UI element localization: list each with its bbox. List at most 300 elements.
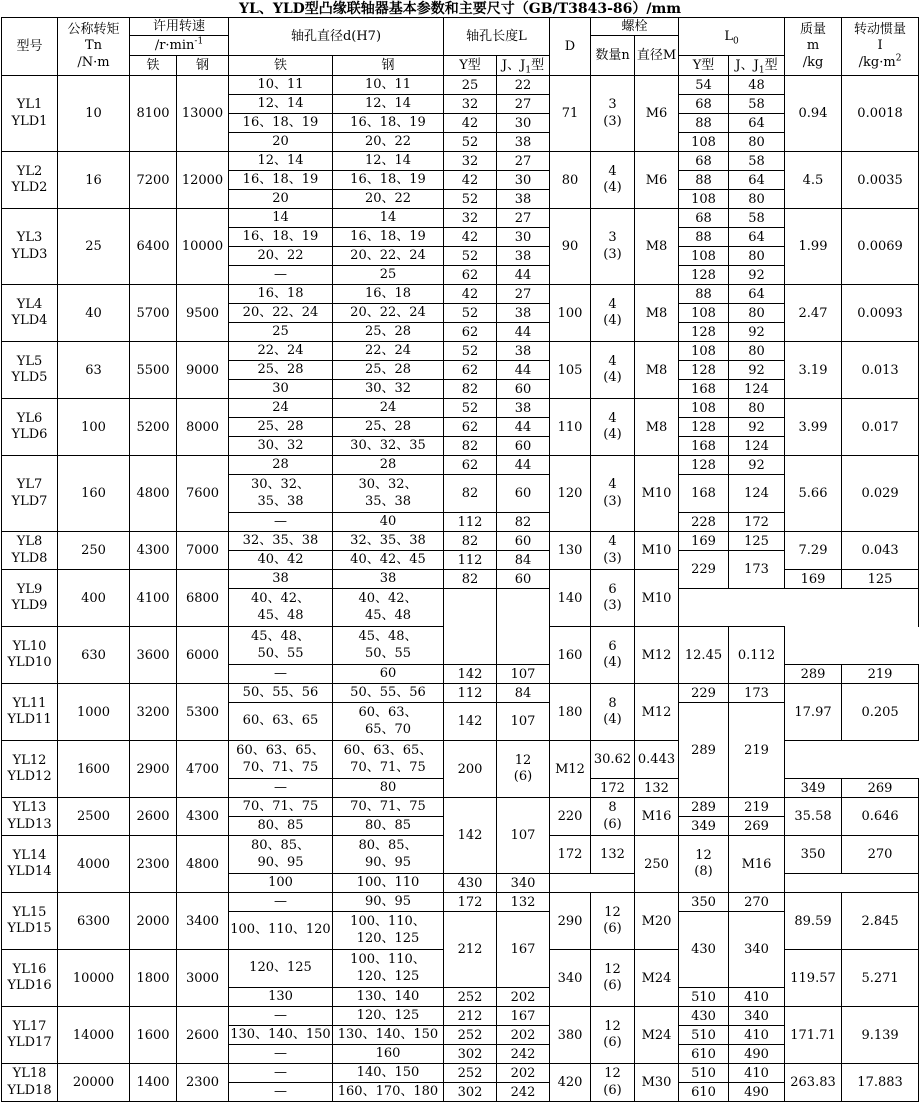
cell-speed-steel: 4800 bbox=[177, 836, 229, 893]
cell-bolt-diameter: M6 bbox=[635, 76, 679, 152]
cell-bolt-count bbox=[591, 627, 635, 684]
cell-speed-iron: 4100 bbox=[130, 570, 177, 627]
cell-bore-steel bbox=[333, 513, 444, 532]
cell-model-line: YL4 bbox=[16, 296, 43, 312]
cell-length-y: 82 bbox=[444, 570, 497, 589]
cell-l0-j: 125 bbox=[729, 532, 785, 551]
cell-length-j: 107 bbox=[497, 798, 550, 874]
cell-l0-j: 219 bbox=[842, 665, 919, 684]
cell-bore-steel bbox=[333, 589, 444, 627]
cell-bolt-count-line: 8 bbox=[608, 695, 617, 711]
cell-bore-iron bbox=[229, 342, 333, 361]
cell-l0-j: 92 bbox=[729, 266, 785, 285]
cell-bore-steel bbox=[333, 437, 444, 456]
cell-speed-iron: 2000 bbox=[130, 893, 177, 950]
cell-bore-steel-line: 65、70 bbox=[364, 721, 412, 737]
cell-speed-iron: 6400 bbox=[130, 209, 177, 285]
cell-inertia: 0.646 bbox=[842, 798, 919, 836]
cell-bore-steel-line: 100、110、 bbox=[350, 952, 426, 968]
cell-l0-y: 128 bbox=[679, 266, 729, 285]
cell-bore-steel-line: 60 bbox=[379, 665, 397, 681]
cell-bolt-count bbox=[591, 285, 635, 342]
cell-bore-steel-line: 80、85、 bbox=[358, 838, 418, 854]
cell-d: 140 bbox=[550, 570, 591, 627]
cell-length-y: 142 bbox=[444, 665, 497, 684]
cell-model-line: YL7 bbox=[16, 477, 43, 493]
cell-torque: 1000 bbox=[58, 684, 130, 741]
cell-l0-y: 229 bbox=[679, 684, 729, 703]
header-bore-length: 轴孔长度L bbox=[444, 18, 550, 56]
cell-l0-y: 229 bbox=[679, 551, 729, 589]
cell-length-j: 27 bbox=[497, 152, 550, 171]
table-title: YL、YLD型凸缘联轴器基本参数和主要尺寸（GB/T3843-86）/mm bbox=[2, 0, 919, 18]
cell-model-line: YL13 bbox=[12, 800, 47, 816]
table-row bbox=[2, 893, 919, 912]
cell-bore-steel-line: 25、28 bbox=[364, 361, 412, 377]
cell-inertia: 0.013 bbox=[842, 342, 919, 399]
cell-bolt-diameter: M24 bbox=[635, 1007, 679, 1064]
cell-length-y: 52 bbox=[444, 190, 497, 209]
cell-l0-y: 88 bbox=[679, 171, 729, 190]
cell-bore-steel bbox=[333, 703, 444, 741]
cell-speed-steel: 2600 bbox=[177, 1007, 229, 1064]
cell-model-line: YLD13 bbox=[7, 816, 52, 832]
cell-mass: 30.62 bbox=[591, 741, 635, 779]
cell-model-line: YLD9 bbox=[11, 598, 48, 613]
cell-bore-iron-line: 20、22 bbox=[257, 247, 304, 263]
cell-model-line: YLD3 bbox=[11, 246, 48, 262]
cell-bolt-count-line: (3) bbox=[603, 246, 622, 262]
cell-length-y: 62 bbox=[444, 266, 497, 285]
cell-inertia: 0.0018 bbox=[842, 76, 919, 152]
cell-mass: 3.19 bbox=[785, 342, 842, 399]
cell-model bbox=[2, 209, 58, 285]
cell-torque: 250 bbox=[58, 532, 130, 570]
cell-model bbox=[2, 399, 58, 456]
header-bolt-count: 数量n bbox=[591, 36, 635, 76]
cell-bolt-count bbox=[591, 893, 635, 950]
cell-torque: 4000 bbox=[58, 836, 130, 893]
cell-bore-iron-line: — bbox=[274, 513, 287, 529]
header-inertia-name: 转动惯量 bbox=[854, 22, 907, 38]
cell-bore-steel bbox=[333, 741, 444, 779]
cell-speed-iron: 5500 bbox=[130, 342, 177, 399]
cell-bore-iron bbox=[229, 285, 333, 304]
cell-bore-steel bbox=[333, 665, 444, 684]
cell-length-y: 142 bbox=[444, 703, 497, 741]
cell-bolt-count bbox=[591, 1007, 635, 1064]
cell-l0-y: 88 bbox=[679, 285, 729, 304]
cell-bore-iron-line: 24 bbox=[272, 399, 289, 415]
cell-bore-iron bbox=[229, 1064, 333, 1083]
cell-bore-steel bbox=[333, 893, 444, 912]
cell-bore-iron-line: 20、22、24 bbox=[242, 304, 319, 320]
cell-bolt-count-line: (6) bbox=[513, 769, 533, 784]
table-row bbox=[2, 152, 919, 171]
cell-model bbox=[2, 893, 58, 950]
cell-bore-steel-line: 40、42、 bbox=[358, 591, 418, 607]
cell-l0-j: 80 bbox=[729, 342, 785, 361]
cell-bolt-diameter: M10 bbox=[635, 570, 679, 627]
cell-bore-steel-line: 160、170、180 bbox=[337, 1083, 439, 1099]
cell-bore-steel bbox=[333, 95, 444, 114]
cell-bore-steel bbox=[333, 1064, 444, 1083]
header-speed-iron: 铁 bbox=[130, 56, 177, 76]
header-length-j-sub: 1 bbox=[525, 65, 532, 76]
cell-bore-iron-line: 22、24 bbox=[257, 342, 304, 358]
cell-length-j: 107 bbox=[497, 665, 550, 684]
cell-bore-iron-line: — bbox=[274, 1083, 287, 1099]
cell-l0-j: 124 bbox=[729, 437, 785, 456]
cell-mass: 17.97 bbox=[785, 684, 842, 741]
cell-bolt-count-line: (6) bbox=[603, 1035, 622, 1050]
cell-inertia: 0.0035 bbox=[842, 152, 919, 209]
cell-bore-iron bbox=[229, 418, 333, 437]
cell-bore-iron bbox=[229, 703, 333, 741]
cell-bolt-count-line: 12 bbox=[604, 1018, 621, 1034]
cell-bore-steel-line: 70、71、75 bbox=[350, 798, 426, 814]
cell-speed-steel: 4300 bbox=[177, 798, 229, 836]
cell-bore-steel bbox=[333, 152, 444, 171]
cell-length-y: 82 bbox=[444, 437, 497, 456]
cell-model-line: YL2 bbox=[16, 163, 43, 179]
cell-l0-y: 350 bbox=[785, 836, 842, 874]
cell-bolt-count-line: (4) bbox=[603, 712, 622, 727]
cell-bore-iron-line: 100、110、120 bbox=[230, 922, 331, 938]
cell-l0-j: 340 bbox=[729, 912, 785, 988]
header-bore-diameter: 轴孔直径d(H7) bbox=[229, 18, 444, 56]
cell-model-line: YLD5 bbox=[11, 370, 48, 385]
cell-bore-iron-line: 60、63、65 bbox=[242, 713, 319, 729]
table-row bbox=[2, 1007, 919, 1026]
cell-d: 120 bbox=[550, 456, 591, 532]
cell-length-j: 27 bbox=[497, 285, 550, 304]
cell-length-y: 32 bbox=[444, 152, 497, 171]
cell-bolt-diameter: M20 bbox=[635, 893, 679, 950]
cell-bore-steel-line: 20、22 bbox=[364, 190, 412, 206]
cell-l0-j: 125 bbox=[842, 570, 919, 589]
cell-bore-steel bbox=[333, 114, 444, 133]
cell-torque: 400 bbox=[58, 570, 130, 627]
cell-speed-steel: 6800 bbox=[177, 570, 229, 627]
cell-model bbox=[2, 285, 58, 342]
cell-length-j: 38 bbox=[497, 399, 550, 418]
cell-bore-iron-line: 45、48、 bbox=[250, 629, 311, 645]
cell-l0-y: 510 bbox=[679, 988, 729, 1007]
cell-bore-steel-line: 120、125 bbox=[356, 968, 420, 984]
cell-length-j: 60 bbox=[497, 570, 550, 589]
cell-l0-y: 350 bbox=[679, 893, 729, 912]
cell-bore-iron-line: 30、32 bbox=[257, 437, 304, 453]
cell-speed-iron: 2600 bbox=[130, 798, 177, 836]
cell-mass: 4.5 bbox=[785, 152, 842, 209]
cell-torque: 6300 bbox=[58, 893, 130, 950]
cell-bore-iron bbox=[229, 779, 333, 798]
cell-l0-j: 92 bbox=[729, 418, 785, 437]
cell-length-y: 112 bbox=[444, 551, 497, 570]
cell-bolt-count-line: 4 bbox=[608, 296, 617, 312]
cell-bore-iron bbox=[229, 247, 333, 266]
cell-length-y: 25 bbox=[444, 76, 497, 95]
cell-speed-steel: 4700 bbox=[177, 741, 229, 798]
cell-l0-j: 340 bbox=[729, 1007, 785, 1026]
cell-bore-steel-line: 45、48 bbox=[364, 607, 412, 623]
cell-l0-j: 64 bbox=[729, 171, 785, 190]
cell-l0-y: 168 bbox=[679, 475, 729, 513]
cell-length-j: 242 bbox=[497, 1083, 550, 1102]
cell-l0-j: 64 bbox=[729, 114, 785, 133]
table-row bbox=[2, 532, 919, 551]
cell-l0-j: 269 bbox=[842, 779, 919, 798]
cell-bore-steel-line: 50、55 bbox=[364, 645, 412, 661]
cell-length-j: 84 bbox=[497, 684, 550, 703]
header-l0-j-sub: 1 bbox=[758, 65, 765, 76]
cell-bore-iron bbox=[229, 570, 333, 589]
cell-bore-steel-line: 38 bbox=[379, 570, 397, 586]
cell-torque: 630 bbox=[58, 627, 130, 684]
cell-speed-steel: 13000 bbox=[177, 76, 229, 152]
header-inertia-unit-sup: 2 bbox=[895, 53, 902, 64]
cell-bore-steel-line: 45、48、 bbox=[358, 629, 418, 645]
cell-l0-j: 92 bbox=[729, 361, 785, 380]
cell-bore-iron-line: 20 bbox=[272, 190, 289, 206]
cell-bore-iron bbox=[229, 627, 333, 665]
cell-bore-steel-line: 28 bbox=[379, 456, 397, 472]
cell-length-j: 132 bbox=[591, 836, 635, 874]
cell-length-y: 32 bbox=[444, 95, 497, 114]
cell-bolt-count-line: (3) bbox=[603, 113, 622, 129]
cell-bolt-count bbox=[591, 532, 635, 570]
cell-d: 180 bbox=[550, 684, 591, 741]
cell-bore-steel bbox=[333, 1007, 444, 1026]
cell-d: 90 bbox=[550, 209, 591, 285]
header-l0-sub: 0 bbox=[732, 36, 739, 47]
table-body bbox=[2, 0, 919, 1102]
cell-l0-y: 68 bbox=[679, 95, 729, 114]
cell-model-line: YLD11 bbox=[7, 712, 52, 727]
cell-bolt-count bbox=[591, 950, 635, 1007]
cell-bore-iron-line: 25、28 bbox=[257, 361, 304, 377]
cell-l0-j: 172 bbox=[729, 513, 785, 532]
cell-l0-j: 80 bbox=[729, 190, 785, 209]
cell-bore-iron-line: 130 bbox=[268, 988, 293, 1004]
cell-length-y: 52 bbox=[444, 247, 497, 266]
cell-bolt-count-line: (3) bbox=[603, 598, 622, 613]
cell-bore-steel-line: 90、95 bbox=[364, 854, 412, 870]
cell-l0-j: 269 bbox=[729, 817, 785, 836]
cell-model-line: YL5 bbox=[16, 353, 43, 369]
cell-length-y: 42 bbox=[444, 285, 497, 304]
cell-bore-iron-line: 16、18、19 bbox=[242, 114, 319, 130]
cell-model-line: YL9 bbox=[16, 581, 43, 597]
cell-bore-iron bbox=[229, 95, 333, 114]
cell-bore-iron-line: 25 bbox=[272, 323, 289, 339]
cell-d: 100 bbox=[550, 285, 591, 342]
cell-l0-y: 610 bbox=[679, 1083, 729, 1102]
coupling-spec-table bbox=[1, 0, 919, 1102]
cell-bore-steel-line: 16、18、19 bbox=[350, 114, 426, 130]
cell-model-line: YLD15 bbox=[7, 921, 52, 936]
cell-mass: 0.94 bbox=[785, 76, 842, 152]
cell-bore-iron bbox=[229, 1007, 333, 1026]
cell-length-y: 252 bbox=[444, 988, 497, 1007]
cell-model-line: YLD10 bbox=[7, 655, 52, 670]
cell-bolt-diameter: M16 bbox=[729, 836, 785, 893]
cell-bolt-count bbox=[591, 209, 635, 285]
header-bolt-diameter: 直径M bbox=[635, 36, 679, 76]
cell-length-y: 62 bbox=[444, 323, 497, 342]
table-row bbox=[2, 285, 919, 304]
cell-l0-j: 64 bbox=[729, 285, 785, 304]
table-row bbox=[2, 76, 919, 95]
cell-model bbox=[2, 76, 58, 152]
cell-length-j: 60 bbox=[497, 532, 550, 551]
cell-model-line: YLD12 bbox=[7, 769, 52, 784]
cell-l0-j: 270 bbox=[842, 836, 919, 874]
cell-bore-iron bbox=[229, 304, 333, 323]
cell-mass: 7.29 bbox=[785, 532, 842, 570]
cell-bore-steel bbox=[333, 247, 444, 266]
cell-l0-j: 173 bbox=[729, 684, 785, 703]
cell-bore-iron bbox=[229, 817, 333, 836]
cell-bore-steel bbox=[333, 912, 444, 950]
cell-model-line: YL15 bbox=[12, 904, 47, 920]
cell-bore-iron-line: 80、85、 bbox=[250, 838, 311, 854]
cell-l0-y: 108 bbox=[679, 399, 729, 418]
cell-inertia: 2.845 bbox=[842, 893, 919, 950]
cell-bolt-count-line: 4 bbox=[608, 163, 617, 179]
cell-bore-iron-line: 90、95 bbox=[257, 854, 304, 870]
header-l0-letter: L bbox=[724, 29, 733, 44]
cell-l0-j: 219 bbox=[729, 703, 785, 798]
table-row bbox=[2, 1064, 919, 1083]
cell-bore-steel-line: 90、95 bbox=[364, 893, 412, 909]
cell-model-line: YLD16 bbox=[7, 978, 52, 993]
cell-length-y: 112 bbox=[444, 513, 497, 532]
cell-bore-steel bbox=[333, 266, 444, 285]
cell-bore-steel-line: 50、55、56 bbox=[350, 684, 426, 700]
cell-bolt-count-line: 4 bbox=[608, 353, 617, 369]
cell-bolt-count-line: 12 bbox=[604, 961, 621, 977]
cell-mass: 263.83 bbox=[785, 1064, 842, 1102]
cell-bore-iron-line: — bbox=[274, 893, 287, 909]
cell-length-y: 32 bbox=[444, 209, 497, 228]
cell-length-y: 172 bbox=[591, 779, 635, 798]
cell-bore-iron bbox=[229, 893, 333, 912]
cell-bore-iron bbox=[229, 988, 333, 1007]
cell-model-line: YLD4 bbox=[11, 313, 48, 328]
table-row bbox=[2, 798, 919, 817]
cell-bore-iron bbox=[229, 228, 333, 247]
cell-bolt-diameter: M10 bbox=[635, 532, 679, 570]
cell-length-y: 112 bbox=[444, 684, 497, 703]
cell-bore-steel-line: 14 bbox=[379, 209, 397, 225]
cell-model-line: YL6 bbox=[16, 410, 43, 426]
cell-bore-steel bbox=[333, 551, 444, 570]
cell-inertia: 0.017 bbox=[842, 399, 919, 456]
cell-bolt-count-line: (3) bbox=[603, 550, 622, 566]
cell-bore-iron bbox=[229, 475, 333, 513]
cell-length-y: 82 bbox=[444, 532, 497, 551]
cell-bore-steel bbox=[333, 475, 444, 513]
cell-length-j: 202 bbox=[497, 1026, 550, 1045]
cell-length-j: 132 bbox=[635, 779, 679, 798]
header-speed-unit bbox=[130, 36, 229, 56]
header-inertia bbox=[842, 18, 919, 76]
cell-bore-iron-line: 16、18、19 bbox=[242, 228, 319, 244]
cell-model bbox=[2, 798, 58, 836]
cell-length-y: 302 bbox=[444, 1045, 497, 1064]
cell-bore-iron bbox=[229, 361, 333, 380]
cell-mass: 2.47 bbox=[785, 285, 842, 342]
cell-bore-steel-line: 20、22、24 bbox=[350, 304, 426, 320]
cell-bore-steel-line: 130、140、150 bbox=[337, 1026, 439, 1042]
table-row bbox=[2, 399, 919, 418]
cell-bolt-count-line: 12 bbox=[604, 1066, 621, 1082]
header-mass bbox=[785, 18, 842, 76]
cell-l0-y: 108 bbox=[679, 247, 729, 266]
cell-bore-iron bbox=[229, 209, 333, 228]
cell-bolt-diameter: M6 bbox=[635, 152, 679, 209]
cell-model-line: YL3 bbox=[16, 230, 43, 246]
cell-bore-steel-line: 40、42、45 bbox=[350, 551, 426, 567]
header-speed-unit-text: /r·min bbox=[154, 38, 195, 53]
cell-bore-steel-line: 20、22、24 bbox=[350, 247, 426, 263]
cell-bore-iron bbox=[229, 836, 333, 874]
cell-bore-steel bbox=[333, 1045, 444, 1064]
cell-model bbox=[2, 1064, 58, 1102]
cell-torque: 40 bbox=[58, 285, 130, 342]
cell-mass: 12.45 bbox=[679, 627, 729, 684]
cell-bore-steel bbox=[333, 228, 444, 247]
cell-bore-iron bbox=[229, 874, 333, 893]
cell-length-y: 82 bbox=[444, 475, 497, 513]
cell-bore-iron-line: 120、125 bbox=[249, 960, 312, 976]
header-bore-steel: 钢 bbox=[333, 56, 444, 76]
cell-bore-iron-line: — bbox=[274, 1064, 287, 1080]
cell-bore-steel bbox=[333, 209, 444, 228]
cell-bore-steel bbox=[333, 133, 444, 152]
cell-bore-iron-line: 35、38 bbox=[257, 493, 304, 509]
cell-l0-y: 108 bbox=[679, 304, 729, 323]
cell-bore-iron-line: — bbox=[274, 1007, 287, 1023]
cell-l0-y: 168 bbox=[679, 380, 729, 399]
cell-bore-steel bbox=[333, 285, 444, 304]
cell-bolt-diameter: M12 bbox=[635, 684, 679, 741]
cell-torque: 10 bbox=[58, 76, 130, 152]
cell-inertia: 9.139 bbox=[842, 1007, 919, 1064]
cell-bore-iron-line: 60、63、65、 bbox=[236, 743, 325, 759]
cell-l0-y: 169 bbox=[679, 532, 729, 551]
cell-model-line: YL1 bbox=[16, 97, 43, 113]
cell-l0-y: 610 bbox=[679, 1045, 729, 1064]
cell-model bbox=[2, 627, 58, 684]
cell-l0-y: 289 bbox=[679, 798, 729, 817]
cell-bolt-diameter: M8 bbox=[635, 342, 679, 399]
cell-length-y: 252 bbox=[444, 1064, 497, 1083]
cell-model bbox=[2, 532, 58, 570]
cell-bolt-count bbox=[591, 76, 635, 152]
cell-bolt-diameter: M12 bbox=[550, 741, 591, 798]
cell-inertia: 0.443 bbox=[635, 741, 679, 779]
cell-bore-iron-line: 30 bbox=[272, 380, 289, 396]
cell-l0-y: 68 bbox=[679, 152, 729, 171]
cell-d: 220 bbox=[550, 798, 591, 836]
cell-length-y: 62 bbox=[444, 361, 497, 380]
cell-bolt-count bbox=[679, 836, 729, 893]
table-row bbox=[2, 684, 919, 703]
cell-bore-steel-line: 25 bbox=[379, 266, 397, 282]
